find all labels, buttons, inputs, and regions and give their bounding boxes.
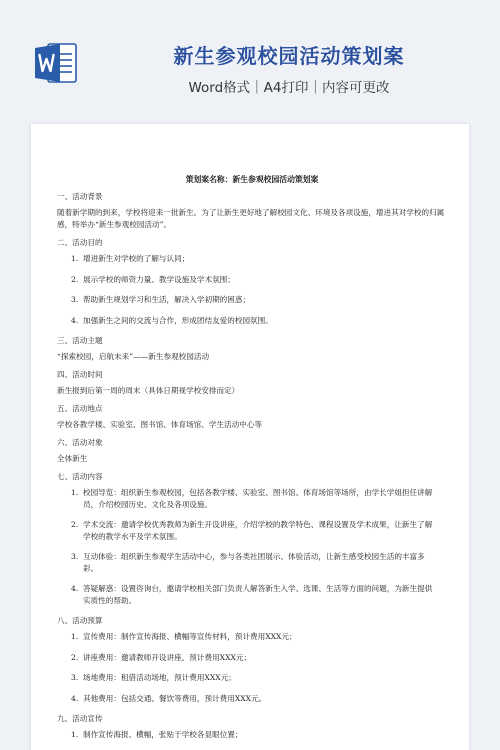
- list-item: [71, 294, 447, 306]
- list-item-number: 3.: [71, 552, 79, 561]
- list-item-number: 1.: [71, 632, 79, 641]
- page-subtitle: Word格式｜A4打印｜内容可更改: [188, 80, 390, 96]
- list-item-number: 1.: [71, 730, 79, 739]
- section-heading: 三、活动主题: [57, 336, 103, 345]
- list-item: [71, 652, 447, 664]
- list-item: [71, 693, 447, 705]
- section-paragraph: 随着新学期的到来，学校将迎来一批新生。为了让新生更好地了解校园文化、环境及各项设施，增进其对学校的归属感，特举办“新生参观校园活动”。: [57, 208, 445, 229]
- list-item: [71, 315, 447, 327]
- document-page: [31, 124, 469, 750]
- list-item: [71, 253, 447, 265]
- list-item-text: 讲座费用：邀请教师开设讲座，预计费用XXX元；: [83, 652, 252, 662]
- list-item: [71, 729, 447, 741]
- document-body: [57, 174, 447, 750]
- section-heading: 八、活动预算: [57, 616, 103, 625]
- section-heading: 五、活动地点: [57, 404, 103, 413]
- list-item-number: 2.: [71, 274, 79, 284]
- list-item-text: 校园导览：组织新生参观校园，包括各教学楼、实验室、图书馆、体育场馆等场所，由学长学姐担任讲解员，介绍校园历史、文化及各项设施。: [83, 488, 433, 509]
- list-item-number: 3.: [71, 673, 79, 682]
- list-item-text: 制作宣传海报、横幅，张贴于学校各显眼位置；: [83, 730, 243, 739]
- list-item-number: 4.: [71, 315, 79, 325]
- list-item-text: 帮助新生规划学习和生活，解决入学初期的困惑；: [83, 295, 251, 304]
- list-item-text: 宣传费用：制作宣传海报、横幅等宣传材料，预计费用XXX元；: [83, 632, 297, 641]
- page-title: 新生参观校园活动策划案: [173, 44, 405, 68]
- section-paragraph: 学校各教学楼、实验室、图书馆、体育场馆、学生活动中心等: [57, 420, 263, 429]
- list-item-number: 2.: [71, 652, 79, 662]
- list-item: [71, 519, 447, 542]
- section-heading: 一、活动背景: [57, 192, 103, 201]
- list-item-text: 答疑解惑：设置咨询台，邀请学校相关部门负责人解答新生入学、选课、生活等方面的问题，为新生提供实质性的帮助。: [83, 584, 433, 605]
- page-header: [0, 0, 500, 122]
- section-heading: 二、活动目的: [57, 238, 103, 247]
- list-item-text: 加强新生之间的交流与合作，形成团结友爱的校园氛围。: [83, 315, 273, 325]
- list-item-text: 互动体验：组织新生参观学生活动中心，参与各类社团展示、体验活动，让新生感受校园生活的丰富多彩。: [83, 552, 425, 573]
- list-item-text: 增进新生对学校的了解与认同；: [83, 254, 190, 263]
- section-heading: 七、活动内容: [57, 472, 103, 481]
- list-item: [71, 631, 447, 643]
- list-item-number: 1.: [71, 254, 79, 263]
- list-item-number: 3.: [71, 295, 79, 304]
- list-item: [71, 672, 447, 684]
- list-item-text: 学术交流：邀请学校优秀教师为新生开设讲座，介绍学校的教学特色、课程设置及学术成果，让新生了解学校的教学水平及学术氛围。: [83, 520, 433, 541]
- list-item-text: 其他费用：包括交通、餐饮等费用，预计费用XXX元。: [83, 693, 267, 703]
- list-item-number: 4.: [71, 584, 79, 593]
- section-heading: 六、活动对象: [57, 438, 103, 447]
- section-heading: 四、活动时间: [57, 370, 103, 379]
- list-item-number: 4.: [71, 693, 79, 703]
- list-item: [71, 551, 447, 574]
- section-heading: 九、活动宣传: [57, 714, 103, 723]
- list-item: [71, 583, 447, 606]
- list-item-text: 场地费用：租借活动场地，预计费用XXX元；: [83, 673, 236, 682]
- section-paragraph: 全体新生: [57, 454, 88, 463]
- list-item-text: 展示学校的师资力量、教学设施及学术氛围；: [83, 274, 235, 284]
- document-title: 策划案名称：新生参观校园活动策划案: [185, 175, 319, 184]
- list-item: [71, 487, 447, 510]
- word-icon: [34, 40, 78, 86]
- list-item-number: 2.: [71, 520, 79, 529]
- section-paragraph: “探索校园，启航未来”——新生参观校园活动: [57, 352, 210, 361]
- list-item: [71, 274, 447, 286]
- section-paragraph: 新生报到后第一周的周末（具体日期视学校安排而定）: [57, 386, 240, 395]
- list-item-number: 1.: [71, 488, 79, 497]
